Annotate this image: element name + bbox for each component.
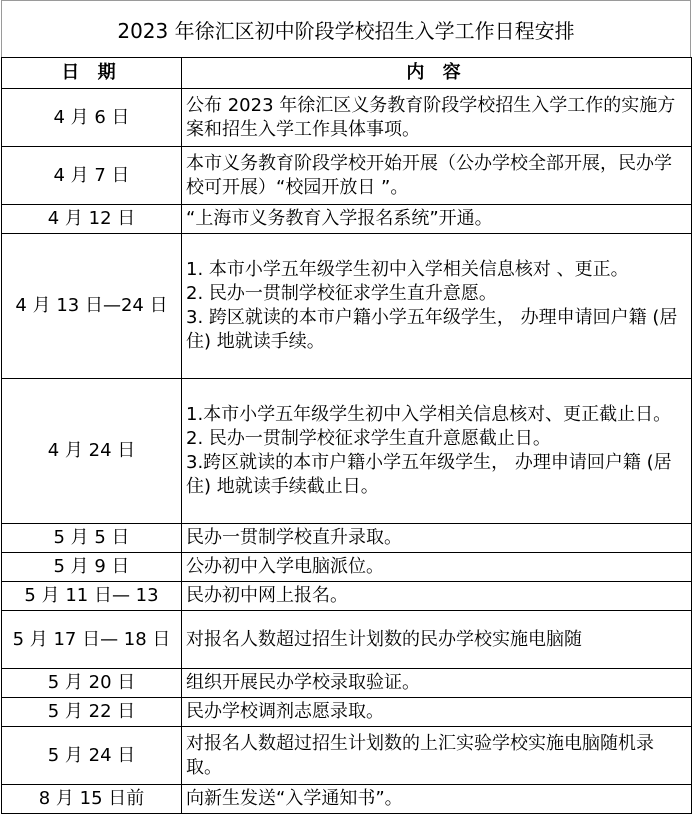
schedule-date: 4 月 6 日 [2, 89, 182, 147]
table-row [2, 611, 692, 669]
schedule-date: 5 月 17 日— 18 日 [2, 611, 182, 669]
schedule-sheet [1, 0, 691, 814]
schedule-content [182, 147, 692, 205]
content-line: 1.本市小学五年级学生初中入学相关信息核对、更正截止日。 [186, 404, 672, 425]
schedule-date: 5 月 22 日 [2, 698, 182, 727]
table-row [2, 234, 692, 379]
header-row [2, 58, 692, 89]
date-column-header: 日 期 [2, 58, 182, 89]
schedule-date: 4 月 13 日—24 日 [2, 234, 182, 379]
schedule-content [182, 727, 692, 785]
table-row [2, 147, 692, 205]
schedule-date: 8 月 15 日前 [2, 785, 182, 814]
content-line: 2. 民办一贯制学校征求学生直升意愿。 [186, 283, 497, 304]
content-line: 民办一贯制学校直升录取。 [186, 527, 402, 548]
content-line: 3. 跨区就读的本市户籍小学五年级学生， 办理申请回户籍 (居住) 地就读手续。 [186, 307, 678, 352]
content-line: 2. 民办一贯制学校征求学生直升意愿截止日。 [186, 428, 551, 449]
content-line: 1. 本市小学五年级学生初中入学相关信息核对 、更正。 [186, 259, 629, 280]
content-column-header: 内 容 [182, 58, 692, 89]
schedule-content [182, 611, 692, 669]
content-line: 民办初中网上报名。 [186, 585, 348, 606]
schedule-content [182, 553, 692, 582]
schedule-content [182, 698, 692, 727]
table-row [2, 582, 692, 611]
page-title: 2023 年徐汇区初中阶段学校招生入学工作日程安排 [1, 0, 691, 57]
schedule-date: 5 月 5 日 [2, 524, 182, 553]
schedule-date: 5 月 24 日 [2, 727, 182, 785]
table-row [2, 727, 692, 785]
schedule-content [182, 524, 692, 553]
content-line: “上海市义务教育入学报名系统”开通。 [186, 208, 493, 229]
content-line: 3.跨区就读的本市户籍小学五年级学生， 办理申请回户籍 (居住) 地就读手续截止日。 [186, 452, 672, 497]
table-row [2, 698, 692, 727]
schedule-table [1, 57, 692, 814]
schedule-date: 4 月 12 日 [2, 205, 182, 234]
table-row [2, 89, 692, 147]
content-line: 对报名人数超过招生计划数的民办学校实施电脑随 [186, 628, 582, 650]
content-line: 组织开展民办学校录取验证。 [186, 672, 420, 693]
content-line: 公布 2023 年徐汇区义务教育阶段学校招生入学工作的实施方案和招生入学工作具体事项。 [186, 94, 676, 140]
schedule-date: 5 月 20 日 [2, 669, 182, 698]
schedule-date: 4 月 24 日 [2, 379, 182, 524]
schedule-content [182, 234, 692, 379]
content-line: 民办学校调剂志愿录取。 [186, 701, 384, 722]
schedule-date: 5 月 11 日— 13 [2, 582, 182, 611]
table-row [2, 785, 692, 814]
schedule-content [182, 205, 692, 234]
schedule-content [182, 582, 692, 611]
table-row [2, 205, 692, 234]
schedule-content [182, 669, 692, 698]
content-line: 本市义务教育阶段学校开始开展（公办学校全部开展，民办学校可开展）“校园开放日 ”。 [186, 152, 672, 198]
table-row [2, 553, 692, 582]
schedule-content [182, 89, 692, 147]
table-row [2, 379, 692, 524]
schedule-content [182, 379, 692, 524]
content-line: 公办初中入学电脑派位。 [186, 556, 384, 577]
content-line: 对报名人数超过招生计划数的上汇实验学校实施电脑随机录取。 [186, 732, 654, 778]
schedule-content [182, 785, 692, 814]
table-row [2, 669, 692, 698]
schedule-date: 5 月 9 日 [2, 553, 182, 582]
content-line: 向新生发送“入学通知书”。 [186, 788, 403, 809]
schedule-date: 4 月 7 日 [2, 147, 182, 205]
table-row [2, 524, 692, 553]
